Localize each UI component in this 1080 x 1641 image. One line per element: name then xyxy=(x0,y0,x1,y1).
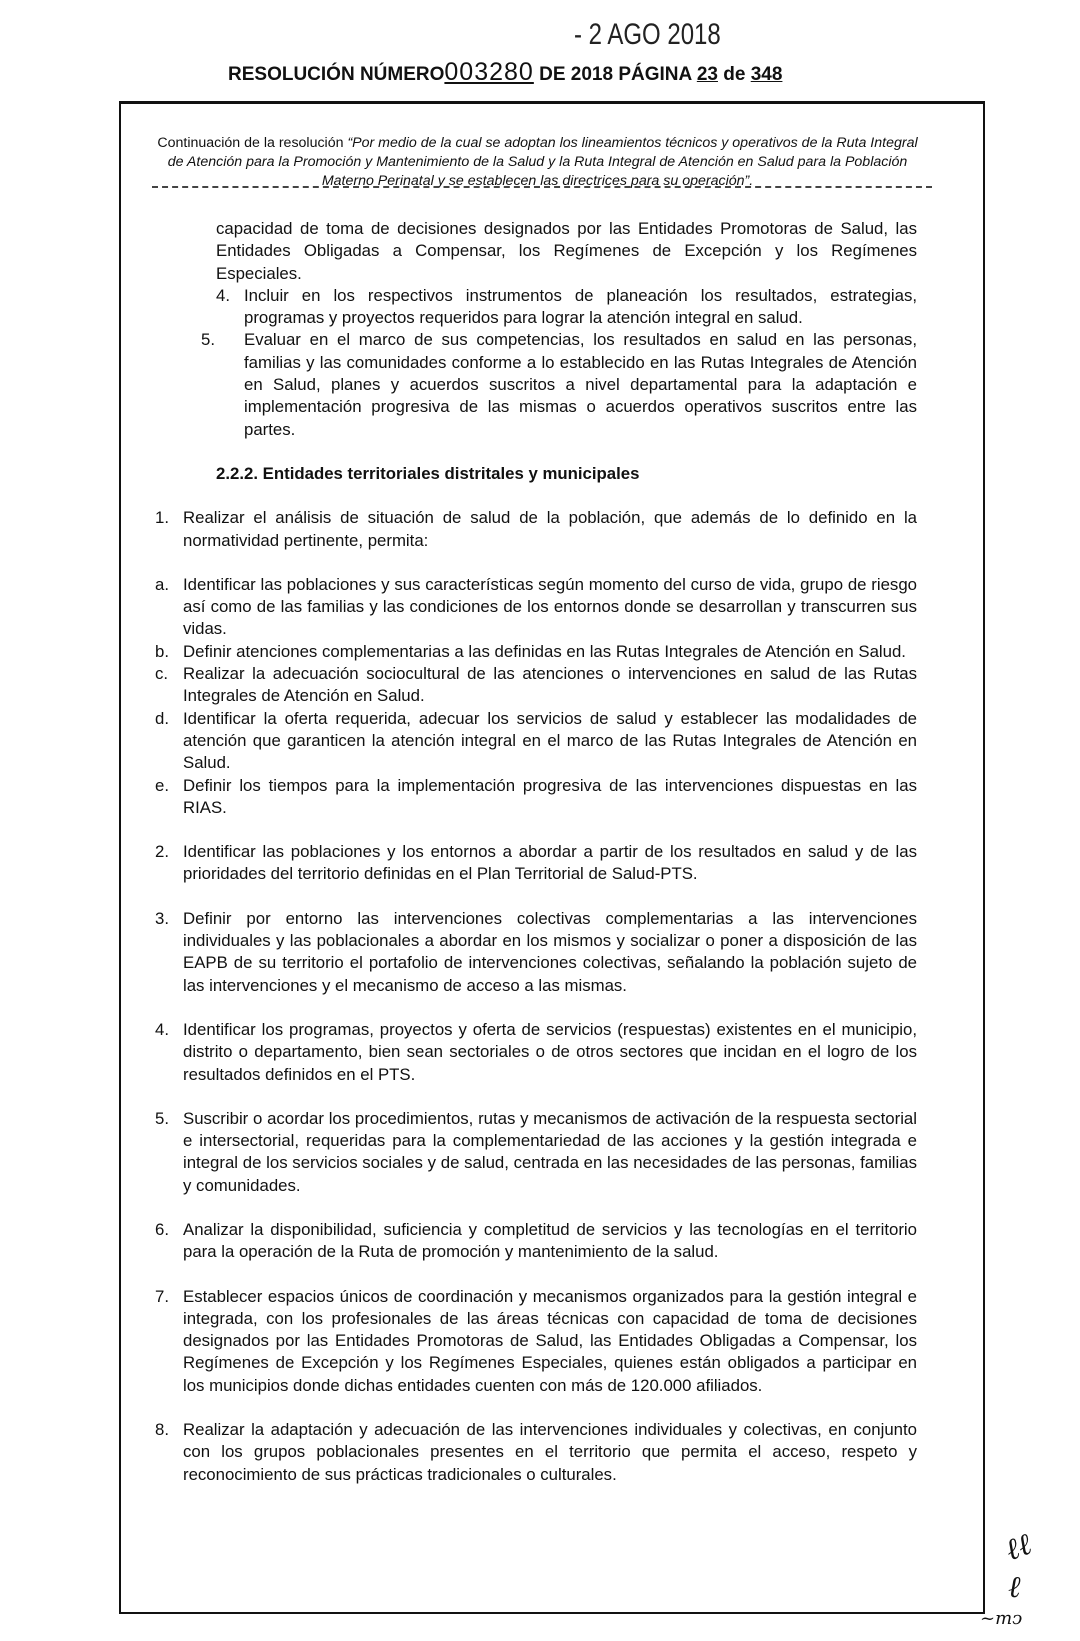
section-heading: 2.2.2. Entidades territoriales distritales y municipales xyxy=(216,463,640,483)
page-total: 348 xyxy=(750,64,783,85)
list-item: 4. Incluir en los respectivos instrumentos de planeación los resultados, estrategias, programas y proyectos requeridos para lograr la atención integral en salud. xyxy=(216,285,917,328)
list-item: 7. Establecer espacios únicos de coordinación y mecanismos organizados para la gestión integral e integrada, con los profesionales de las áreas técnicas con capacidad de toma de decisiones designados por las Entidades Promotoras de Salud, las Entidades Obligadas a Compensar, los Regímenes de Excepción y los Regímenes Especiales, quienes están obligados a participar en los municipios donde dichas entidades cuenten con más de 120.000 afiliados. xyxy=(155,1286,917,1395)
list-item: 2. Identificar las poblaciones y los entornos a abordar a partir de los resultados en salud y de las prioridades del territorio definidas en el Plan Territorial de Salud-PTS. xyxy=(155,842,917,884)
sub-list-item: d. Identificar la oferta requerida, adecuar los servicios de salud y establecer las modalidades de atención que garanticen la atención integral en el marco de las Rutas Integrales de Atención en Salud. xyxy=(155,708,917,773)
handwritten-initials: ℓℓ xyxy=(1000,1526,1037,1569)
handwritten-signature: ~mↄ xyxy=(980,1608,1023,1629)
list-item: 3. Definir por entorno las intervenciones colectivas complementarias a las intervenciones individuales y las poblacionales a abordar en los mismos y socializar o poner a disposición de las EAPB de su territorio el portafolio de intervenciones colectivas, señalando la población sujeto de las intervenciones y el mecanismo de acceso a las mismas. xyxy=(155,908,917,995)
page-title: RESOLUCIÓN NÚMERO003280 DE 2018 PÁGINA 23 de 348 xyxy=(228,58,783,86)
list-item: 4. Identificar los programas, proyectos y oferta de servicios (respuestas) existentes en el municipio, distrito o departamento, bien sean sectoriales o de otros sectores que incidan en el logro de los resultados definidos en el PTS. xyxy=(155,1019,917,1084)
list-item: 1. Realizar el análisis de situación de salud de la población, que además de lo definido en la normatividad pertinente, permita: xyxy=(155,508,917,550)
sub-list xyxy=(155,574,917,819)
sub-list-item: c. Realizar la adecuación sociocultural de las atenciones o intervenciones en salud de las Rutas Integrales de Atención en Salud. xyxy=(155,664,917,706)
list-item: 6. Analizar la disponibilidad, suficiencia y completitud de servicios y las tecnologías en el territorio para la operación de la Ruta de promoción y mantenimiento de la salud. xyxy=(155,1219,917,1262)
list-item: 5. Suscribir o acordar los procedimientos, rutas y mecanismos de activación de la respuesta sectorial e intersectorial, requeridas para la complementariedad de las acciones y la gestión integrada e integral de los servicios sociales y de salud, centrada en las necesidades de las personas, familias y comunidades. xyxy=(155,1108,917,1195)
list-item: 5. Evaluar en el marco de sus competencias, los resultados en salud en las personas, familias y las comunidades conforme a lo establecido en las Rutas Integrales de Atención en Salud, planes y acuerdos suscritos a nivel departamental para la adaptación e implementación progresiva de las mismas o acuerdos operativos suscritos entre las partes. xyxy=(201,330,917,439)
date-stamp: - 2 AGO 2018 xyxy=(574,18,721,51)
divider xyxy=(152,186,932,188)
list-item: 8. Realizar la adaptación y adecuación de las intervenciones individuales y colectivas, en conjunto con los grupos poblacionales presentes en el territorio que permita el acceso, respeto y reconocimiento de sus prácticas tradicionales o culturales. xyxy=(155,1420,917,1484)
page-number: 23 xyxy=(696,64,718,85)
continuation-note: Continuación de la resolución “Por medio de la cual se adoptan los lineamientos técnicos y operativos de la Ruta Integral de Atención para la Promoción y Mantenimiento de la Salud y la Ruta Integral de Atención en Salud para la Población Materno Perinatal y se establecen las directrices para su operación”. xyxy=(157,135,918,189)
sub-list-item: b. Definir atenciones complementarias a las definidas en las Rutas Integrales de Atención en Salud. xyxy=(155,641,906,661)
document-body xyxy=(155,218,917,1486)
handwritten-initials: ℓ xyxy=(1008,1570,1021,1605)
sub-list-item: a. Identificar las poblaciones y sus características según momento del curso de vida, grupo de riesgo así como de las familias y las condiciones de los entornos donde se desarrollan y transcurren sus vidas. xyxy=(155,574,917,639)
resolution-number: 003280 xyxy=(444,58,534,86)
paragraph: capacidad de toma de decisiones designados por las Entidades Promotoras de Salud, las Entidades Obligadas a Compensar, los Regímenes de Excepción y los Regímenes Especiales. xyxy=(216,219,917,283)
sub-list-item: e. Definir los tiempos para la implementación progresiva de las intervenciones dispuestas en las RIAS. xyxy=(155,775,917,817)
